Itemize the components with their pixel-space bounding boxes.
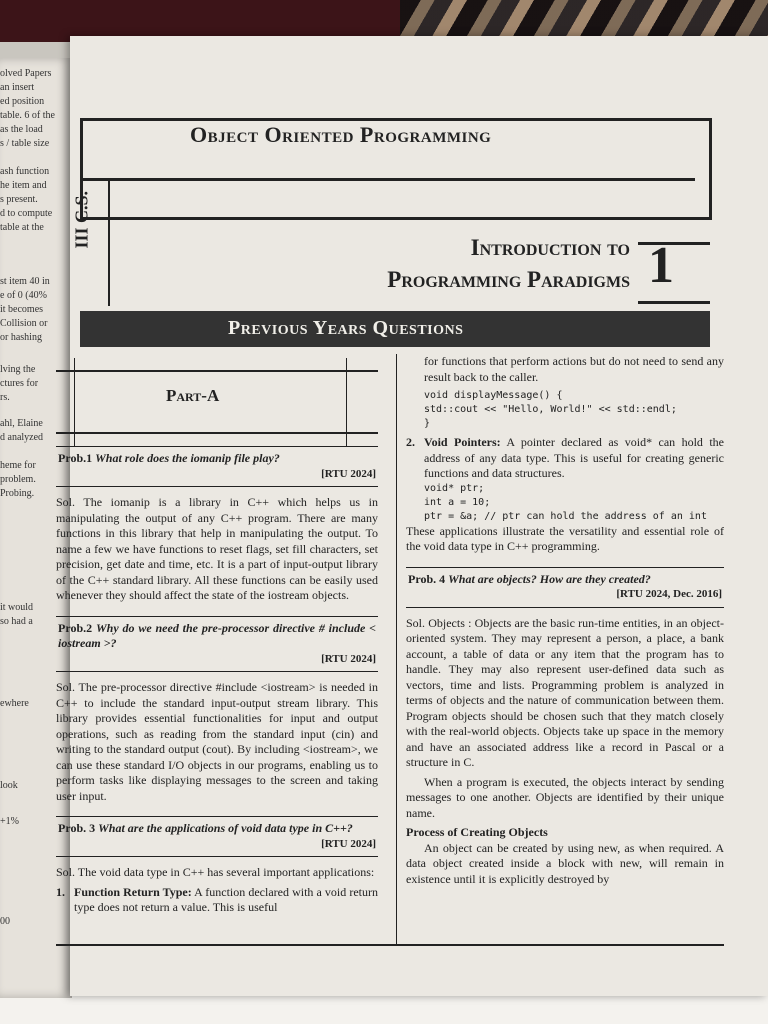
answer-2: Sol. The pre-processor directive #include <iostream> is needed in C++ to include the standard input-output stream library. This library provides essential functionalities for input and output operations, such as reading from the standard input (cin) and writing to the standard output (cout). By including <iostream>, we can use these standard I/O objects in our programs, enabling us to perform tasks like displaying messages to the screen and taking user input. bbox=[56, 680, 378, 803]
code-block-2 bbox=[406, 482, 724, 524]
part-a-label: Part-A bbox=[166, 386, 220, 405]
code-line: int a = 10; bbox=[424, 496, 491, 508]
left-page-fragment: table at the bbox=[0, 222, 44, 233]
left-page-fragment: s present. bbox=[0, 194, 38, 205]
subheading: Process of Creating Objects bbox=[406, 825, 548, 839]
code-line: ptr = &a; // ptr can hold the address of an int bbox=[424, 510, 707, 522]
question-3 bbox=[56, 816, 378, 857]
column-divider bbox=[396, 354, 397, 944]
left-page-fragment: ctures for bbox=[0, 378, 39, 389]
left-page-fragment: so had a bbox=[0, 616, 33, 627]
left-page-fragment: 00 bbox=[0, 916, 10, 927]
left-page-fragment: he item and bbox=[0, 180, 47, 191]
answer-4-para3: An object can be created by using new, as when required. A data object created inside a block with new, will remain in existence until it is explicitly destroyed by bbox=[406, 840, 724, 886]
right-column bbox=[406, 354, 724, 891]
answer-4: Sol. Objects : Objects are the basic run-time entities, in an object-oriented system. They may represent a person, a place, a bank account, a table of data or any item that the program has to handle. They may also represent user-defined data such as vectors, time and lists. Programming problem is analyzed in terms of objects and the nature of communication between them. Program objects should be chosen such that they match closely with the real-world objects. Objects take up space in the memory and have an associated address like a record in Pascal or a structure in C. bbox=[406, 615, 724, 769]
question-text: Why do we need the pre-processor directive # include < iostream >? bbox=[58, 620, 377, 650]
summary-text: These applications illustrate the versatility and essential role of the void data type in C++ programming. bbox=[406, 523, 724, 553]
left-page-fragment: it becomes bbox=[0, 304, 44, 315]
list-item-1 bbox=[56, 885, 378, 916]
chapter-title-line2: Programming Paradigms bbox=[387, 267, 630, 292]
background-table bbox=[0, 992, 768, 1024]
left-page-fragment: d analyzed bbox=[0, 432, 44, 443]
question-text: What are the applications of void data type in C++? bbox=[98, 821, 353, 835]
question-number: Prob.1 bbox=[58, 451, 93, 465]
left-page-fragment: s / table size bbox=[0, 138, 50, 149]
left-page-fragment: or hashing bbox=[0, 332, 42, 343]
question-2 bbox=[56, 616, 378, 673]
left-page-fragment: olved Papers bbox=[0, 68, 52, 79]
part-a-box bbox=[56, 370, 378, 434]
book-title: Object Oriented Programming bbox=[190, 122, 492, 147]
chapter-rule-bottom bbox=[638, 301, 710, 304]
code-block-1 bbox=[406, 389, 724, 431]
question-1 bbox=[56, 446, 378, 487]
code-line: std::cout << "Hello, World!" << std::endl; bbox=[424, 404, 677, 415]
question-source: [RTU 2024] bbox=[321, 837, 376, 850]
answer-4-para2: When a program is executed, the objects interact by sending messages to one another. Objects are identified by their unique name. bbox=[406, 774, 724, 820]
question-number: Prob. 3 bbox=[58, 821, 96, 835]
answer-1: Sol. The iomanip is a library in C++ which helps us in manipulating the output of any C++ program. There are many functions in this library that help in manipulating the output. To name a few we have functions to reset flags, set fill characters, set precision, get date and time, etc. It is a part of input-output library of the C++ standard library. All these functions can be easily used whenever they should affect the state of the iostream objects. bbox=[56, 495, 378, 602]
side-label: III C.S. bbox=[71, 190, 92, 249]
code-line: } bbox=[424, 418, 431, 429]
list-heading: Void Pointers: bbox=[424, 435, 501, 449]
list-number: 2. bbox=[406, 435, 415, 449]
left-page-fragment: it would bbox=[0, 602, 34, 613]
left-page-fragment: ed position bbox=[0, 96, 45, 107]
question-4 bbox=[406, 567, 724, 608]
chapter-title-line1: Introduction to bbox=[470, 235, 630, 260]
question-text: What role does the iomanip file play? bbox=[95, 451, 280, 465]
question-source: [RTU 2024, Dec. 2016] bbox=[616, 588, 722, 600]
list-heading: Function Return Type: bbox=[74, 884, 192, 899]
left-page-fragment: st item 40 in bbox=[0, 276, 50, 287]
left-page-fragment: as the load bbox=[0, 124, 43, 135]
page-bottom-rule bbox=[56, 944, 724, 946]
question-text: What are objects? How are they created? bbox=[448, 571, 651, 586]
left-page-fragment: Collision or bbox=[0, 318, 48, 329]
left-page-fragment: ewhere bbox=[0, 698, 29, 709]
left-page-fragment: lving the bbox=[0, 364, 36, 375]
list-text: A pointer declared as void* can hold the address of any data type. This is useful for creating generic functions and data structures. bbox=[424, 435, 724, 480]
question-number: Prob.2 bbox=[58, 620, 93, 635]
chapter-title bbox=[250, 232, 630, 296]
section-band bbox=[80, 311, 710, 347]
left-page-fragment: +1% bbox=[0, 816, 19, 827]
header-rule bbox=[80, 178, 695, 181]
code-line: void displayMessage() { bbox=[424, 390, 563, 401]
left-page-fragment: rs. bbox=[0, 392, 10, 403]
left-page-fragment: ash function bbox=[0, 166, 50, 177]
left-page-fragment: ahl, Elaine bbox=[0, 418, 43, 429]
question-source: [RTU 2024] bbox=[321, 652, 376, 665]
continued-text: for functions that perform actions but do not need to send any result back to the caller. bbox=[424, 354, 724, 384]
left-page-fragment: look bbox=[0, 780, 18, 791]
code-line: void* ptr; bbox=[424, 482, 485, 494]
left-page-fragment: an insert bbox=[0, 82, 35, 93]
chapter-number: 1 bbox=[648, 237, 674, 294]
left-page-fragment: problem. bbox=[0, 474, 36, 485]
list-item-2 bbox=[406, 435, 724, 482]
section-band-title: Previous Years Questions bbox=[228, 317, 464, 339]
part-a-rule-left bbox=[74, 358, 75, 446]
left-page-fragment: d to compute bbox=[0, 208, 53, 219]
list-text: A function declared with a void return type does not return a value. This is useful bbox=[74, 884, 378, 914]
question-number: Prob. 4 bbox=[408, 571, 446, 586]
list-number: 1. bbox=[56, 884, 65, 899]
left-page-fragment: heme for bbox=[0, 460, 36, 471]
left-page-fragment: table. 6 of the bbox=[0, 110, 55, 121]
left-page-fragment: e of 0 (40% bbox=[0, 290, 47, 301]
left-column bbox=[56, 354, 378, 916]
part-a-rule-right bbox=[346, 358, 347, 446]
question-source: [RTU 2024] bbox=[321, 467, 376, 480]
book-page bbox=[56, 36, 768, 996]
answer-3: Sol. The void data type in C++ has several important applications: bbox=[56, 865, 375, 879]
left-page-fragment: Probing. bbox=[0, 488, 35, 499]
